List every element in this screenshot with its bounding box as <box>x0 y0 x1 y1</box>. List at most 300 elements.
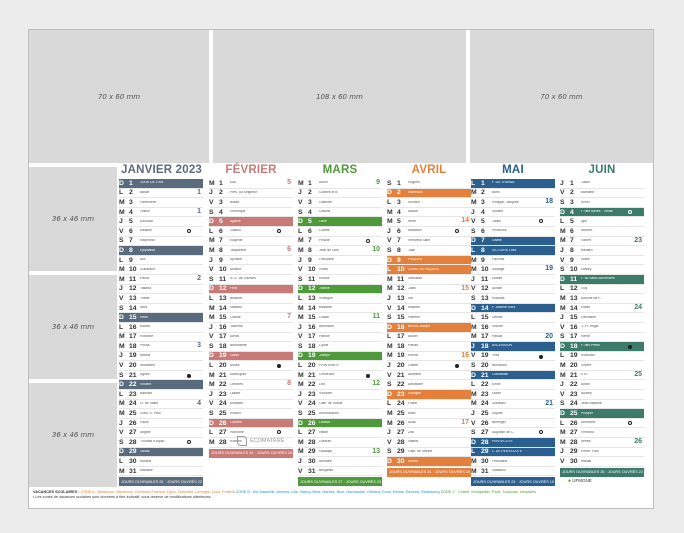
day-row <box>119 246 203 256</box>
day-letter: S <box>298 410 303 418</box>
day-row <box>471 275 555 285</box>
saint-name: Irène <box>408 219 416 223</box>
week-number: 16 <box>461 351 469 359</box>
day-letter: M <box>119 275 125 283</box>
day-row <box>209 352 293 362</box>
day-number: 14 <box>308 304 316 312</box>
day-number: 14 <box>129 304 137 312</box>
day-row <box>119 428 203 438</box>
day-letter: D <box>119 246 124 254</box>
day-letter: M <box>298 438 304 446</box>
day-letter: M <box>387 410 393 418</box>
day-number: 18 <box>481 342 489 350</box>
day-number: 23 <box>129 390 137 398</box>
day-row <box>209 390 293 400</box>
day-number: 9 <box>129 256 133 264</box>
day-row <box>560 294 644 304</box>
week-number: 15 <box>461 284 469 292</box>
day-row <box>298 304 382 314</box>
saint-name: Colette <box>319 229 330 233</box>
saint-name: Guénolé <box>319 200 332 204</box>
day-row <box>387 198 471 208</box>
day-number: 1 <box>129 179 133 187</box>
saint-name: Silvère <box>581 363 592 367</box>
day-number: 2 <box>219 189 223 197</box>
day-letter: M <box>471 323 477 331</box>
day-letter: D <box>560 342 565 350</box>
saint-name: Basile <box>140 190 150 194</box>
day-number: 24 <box>397 400 405 408</box>
day-number: 8 <box>308 246 312 254</box>
saint-name: Modeste <box>230 402 244 406</box>
day-letter: D <box>387 390 392 398</box>
day-letter: L <box>209 294 214 302</box>
day-number: 24 <box>129 400 137 408</box>
day-row <box>471 438 555 448</box>
day-row <box>119 179 203 189</box>
day-row <box>298 323 382 333</box>
day-row <box>471 198 555 208</box>
saint-name: Paulin <box>140 277 150 281</box>
day-letter: V <box>387 304 392 312</box>
day-number: 27 <box>481 429 489 437</box>
day-row <box>119 352 203 362</box>
day-number: 8 <box>570 246 574 254</box>
saint-name: Prudence <box>492 229 507 233</box>
day-letter: D <box>387 189 392 197</box>
day-letter: M <box>387 342 393 350</box>
day-letter: D <box>209 285 214 293</box>
saint-name: Félicité <box>319 238 330 242</box>
day-number: 2 <box>570 189 574 197</box>
day-number: 20 <box>481 362 489 370</box>
day-row <box>119 189 203 199</box>
day-letter: M <box>298 237 304 245</box>
week-number: 17 <box>461 418 469 426</box>
day-letter: J <box>209 189 213 197</box>
day-letter: M <box>387 275 393 283</box>
day-row <box>119 265 203 275</box>
day-row <box>119 208 203 218</box>
day-row <box>298 198 382 208</box>
saint-name: Olive <box>319 219 327 223</box>
day-number: 10 <box>397 266 405 274</box>
saint-name: Martial <box>581 459 592 463</box>
day-number: 26 <box>129 419 137 427</box>
day-row <box>209 237 293 247</box>
day-letter: M <box>119 410 125 418</box>
week-number: 13 <box>372 447 380 455</box>
day-letter: M <box>471 266 477 274</box>
saint-name: Diane <box>581 258 590 262</box>
day-row <box>209 265 293 275</box>
day-row <box>387 409 471 419</box>
day-number: 25 <box>570 410 578 418</box>
photo-placeholder-top-right <box>470 30 653 163</box>
day-letter: D <box>298 419 303 427</box>
day-number: 25 <box>129 410 137 418</box>
saint-name: Ella <box>230 181 236 185</box>
day-number: 19 <box>308 352 316 360</box>
day-row <box>471 304 555 314</box>
photo-placeholder-side-1 <box>29 167 117 271</box>
day-letter: M <box>298 246 304 254</box>
day-number: 28 <box>219 438 227 446</box>
day-number: 25 <box>308 410 316 418</box>
day-row <box>560 313 644 323</box>
day-number: 11 <box>481 275 489 283</box>
day-number: 28 <box>570 438 578 446</box>
saint-name: Robert <box>408 459 419 463</box>
day-row <box>209 333 293 343</box>
day-row <box>387 323 471 333</box>
saint-name: PÂQUES <box>408 258 423 262</box>
day-row <box>209 208 293 218</box>
saint-name: Véronique <box>230 210 246 214</box>
day-letter: L <box>209 429 214 437</box>
day-letter: M <box>119 266 125 274</box>
day-number: 18 <box>308 342 316 350</box>
day-row <box>471 448 555 458</box>
saint-name: Vendredi Saint <box>408 238 431 242</box>
saint-name: Constantin <box>492 373 509 377</box>
day-letter: J <box>471 275 475 283</box>
day-number: 28 <box>308 438 316 446</box>
day-letter: L <box>471 448 476 456</box>
day-number: 14 <box>397 304 405 312</box>
day-row <box>119 400 203 410</box>
saint-name: Léa <box>319 382 325 386</box>
full-moon-icon <box>455 364 459 368</box>
week-number: 4 <box>197 399 201 407</box>
legend-zone-b: ZONE B : Aix-Marseille, Amiens, Lille, Nancy-Metz, Nantes, Nice, Normandie, Orléans-Tours, Reims, Rennes, Strasbourg <box>235 490 440 494</box>
day-row <box>119 409 203 419</box>
day-row <box>119 419 203 429</box>
day-row <box>471 371 555 381</box>
day-row <box>209 217 293 227</box>
saint-name: Gildas <box>140 450 150 454</box>
day-row <box>560 390 644 400</box>
day-letter: D <box>387 323 392 331</box>
leaf-icon: ♣ <box>568 478 571 483</box>
day-number: 30 <box>308 458 316 466</box>
day-letter: S <box>387 179 392 187</box>
day-letter: J <box>560 381 564 389</box>
week-number: 21 <box>545 399 553 407</box>
day-number: 1 <box>219 179 223 187</box>
day-row <box>387 333 471 343</box>
day-row <box>209 409 293 419</box>
day-row <box>387 208 471 218</box>
logo-text: ECOMATERE <box>250 438 285 444</box>
day-row <box>471 256 555 266</box>
day-letter: S <box>387 448 392 456</box>
saint-name: Elisée <box>581 306 591 310</box>
day-row <box>119 275 203 285</box>
day-row <box>209 179 293 189</box>
day-letter: V <box>560 458 565 466</box>
month-title: MARS <box>322 164 358 176</box>
saint-name: Marius <box>140 354 151 358</box>
day-letter: M <box>387 419 393 427</box>
day-letter: S <box>298 275 303 283</box>
day-row <box>471 457 555 467</box>
day-number: 13 <box>129 294 137 302</box>
day-letter: M <box>471 467 477 475</box>
day-number: 17 <box>308 333 316 341</box>
day-letter: V <box>471 218 476 226</box>
day-letter: L <box>119 390 124 398</box>
day-number: 6 <box>481 227 485 235</box>
saint-name: Honorine <box>230 430 244 434</box>
day-number: 11 <box>219 275 227 283</box>
day-number: 1 <box>397 179 401 187</box>
working-days-footer: JOURS OUVRABLES 24 · JOURS OUVRÉS 19 <box>387 468 471 477</box>
saint-name: Isidore <box>408 210 419 214</box>
day-row <box>560 409 644 419</box>
day-letter: J <box>119 285 123 293</box>
day-number: 19 <box>129 352 137 360</box>
day-row <box>298 294 382 304</box>
day-number: 22 <box>481 381 489 389</box>
day-letter: D <box>298 218 303 226</box>
day-row <box>387 275 471 285</box>
day-row <box>387 189 471 199</box>
day-number: 6 <box>570 227 574 235</box>
day-number: 30 <box>570 458 578 466</box>
day-number: 16 <box>481 323 489 331</box>
day-number: 18 <box>397 342 405 350</box>
day-row <box>471 265 555 275</box>
day-number: 18 <box>570 342 578 350</box>
day-letter: M <box>119 198 125 206</box>
saint-name: Pascal <box>492 334 503 338</box>
day-row <box>471 313 555 323</box>
day-letter: S <box>387 381 392 389</box>
saint-name: Igor <box>581 219 587 223</box>
legend-zone-a: ZONE A : Besançon, Bordeaux, Clermont-Ferrand, Dijon, Grenoble, Limoges, Lyon, Poitiers <box>80 490 235 494</box>
day-number: 29 <box>397 448 405 456</box>
day-row <box>119 313 203 323</box>
day-letter: D <box>119 448 124 456</box>
day-number: 23 <box>481 390 489 398</box>
saint-name: Martine <box>140 459 152 463</box>
day-number: 15 <box>129 314 137 322</box>
day-number: 24 <box>308 400 316 408</box>
day-number: 17 <box>481 333 489 341</box>
day-row <box>119 227 203 237</box>
day-number: 28 <box>397 438 405 446</box>
day-letter: D <box>119 314 124 322</box>
day-row <box>298 256 382 266</box>
day-letter: M <box>387 352 393 360</box>
day-number: 16 <box>570 323 578 331</box>
day-number: 3 <box>481 198 485 206</box>
day-letter: S <box>471 362 476 370</box>
day-row <box>387 285 471 295</box>
day-letter: M <box>471 189 477 197</box>
week-number: 19 <box>545 265 553 273</box>
day-row <box>209 380 293 390</box>
saint-name: PRINTEMPS <box>319 363 339 367</box>
saint-name: Louise <box>319 315 329 319</box>
saint-name: Bérenger <box>492 421 506 425</box>
saint-name: Ferdinand <box>492 459 508 463</box>
day-number: 20 <box>129 362 137 370</box>
day-letter: M <box>119 208 125 216</box>
day-row <box>560 438 644 448</box>
day-letter: L <box>209 227 214 235</box>
saint-name: Raymond <box>140 238 155 242</box>
day-row <box>298 448 382 458</box>
day-row <box>471 390 555 400</box>
day-number: 24 <box>570 400 578 408</box>
day-letter: M <box>298 314 304 322</box>
day-row <box>471 208 555 218</box>
day-letter: S <box>298 208 303 216</box>
day-row <box>560 198 644 208</box>
saint-name: Agnès <box>140 373 150 377</box>
day-number: 22 <box>570 381 578 389</box>
day-number: 3 <box>397 198 401 206</box>
saint-name: Victorien <box>319 392 333 396</box>
saint-name: Pierre, Paul <box>581 450 599 454</box>
saint-name: Françoise <box>319 258 334 262</box>
day-letter: M <box>387 218 393 226</box>
day-letter: M <box>119 333 125 341</box>
saint-name: Irénée <box>581 440 591 444</box>
day-letter: S <box>298 342 303 350</box>
saint-name: Boris <box>492 190 500 194</box>
day-row <box>298 467 382 477</box>
school-holidays-legend <box>33 490 651 500</box>
day-row <box>119 457 203 467</box>
day-number: 21 <box>308 371 316 379</box>
week-number: 23 <box>634 236 642 244</box>
day-row <box>209 371 293 381</box>
day-letter: L <box>471 246 476 254</box>
saint-name: Larissa <box>319 421 330 425</box>
day-number: 16 <box>308 323 316 331</box>
day-row <box>209 198 293 208</box>
saint-name: Gabin <box>230 354 240 358</box>
day-letter: V <box>387 438 392 446</box>
day-letter: S <box>209 410 214 418</box>
day-number: 16 <box>397 323 405 331</box>
day-row <box>560 217 644 227</box>
day-row <box>119 371 203 381</box>
day-number: 22 <box>308 381 316 389</box>
day-number: 7 <box>570 237 574 245</box>
month-mar <box>298 163 382 483</box>
day-letter: J <box>560 246 564 254</box>
saint-name: Fidèle <box>408 402 418 406</box>
month-may <box>471 163 555 483</box>
day-row <box>298 457 382 467</box>
full-moon-icon <box>277 364 281 368</box>
saint-name: Valérie <box>408 440 419 444</box>
day-letter: M <box>560 429 566 437</box>
day-row <box>387 265 471 275</box>
day-letter: M <box>471 400 477 408</box>
saint-name: Mélaine <box>140 229 152 233</box>
day-number: 20 <box>308 362 316 370</box>
saint-name: Alexandre <box>408 382 424 386</box>
day-number: 6 <box>219 227 223 235</box>
saint-name: Germaine <box>581 315 596 319</box>
legend-note: • Les zones de vacances scolaires sont données à titre indicatif, sous réserve de modifications ultérieures. <box>33 495 212 499</box>
saint-name: Joseph <box>319 354 330 358</box>
day-letter: L <box>119 323 124 331</box>
day-letter: S <box>119 371 124 379</box>
day-number: 15 <box>308 314 316 322</box>
day-number: 4 <box>308 208 312 216</box>
day-letter: M <box>119 400 125 408</box>
day-row <box>298 390 382 400</box>
saint-name: Hervé <box>581 334 591 338</box>
day-row <box>471 380 555 390</box>
saint-name: Valentin <box>230 306 243 310</box>
month-title: AVRIL <box>411 164 447 176</box>
day-letter: L <box>119 189 124 197</box>
saint-name: Estelle <box>492 277 503 281</box>
saint-name: Sébastien <box>140 363 156 367</box>
saint-name: Agathe <box>230 219 241 223</box>
day-row <box>209 275 293 285</box>
day-letter: L <box>471 381 476 389</box>
day-row <box>387 457 471 467</box>
day-row <box>298 438 382 448</box>
day-number: 29 <box>481 448 489 456</box>
saint-name: Gwladys <box>319 450 333 454</box>
day-letter: J <box>471 410 475 418</box>
day-number: 31 <box>308 467 316 475</box>
saint-name: Achille <box>492 286 502 290</box>
day-letter: M <box>209 314 215 322</box>
day-number: 10 <box>219 266 227 274</box>
day-letter: V <box>387 371 392 379</box>
day-number: 24 <box>481 400 489 408</box>
day-number: 24 <box>219 400 227 408</box>
saint-name: N.-D. de Lourdes <box>230 277 256 281</box>
day-number: 29 <box>308 448 316 456</box>
day-number: 10 <box>570 266 578 274</box>
day-number: 2 <box>308 189 312 197</box>
day-number: 20 <box>219 362 227 370</box>
day-letter: L <box>560 218 565 226</box>
day-number: 13 <box>570 294 578 302</box>
saint-name: L. DE PENTECÔTE <box>492 450 523 454</box>
day-letter: J <box>119 352 123 360</box>
day-letter: J <box>298 256 302 264</box>
day-row <box>387 352 471 362</box>
day-row <box>387 237 471 247</box>
day-letter: J <box>387 227 391 235</box>
saint-name: Eugénie <box>230 238 243 242</box>
day-letter: V <box>471 285 476 293</box>
day-letter: S <box>560 198 565 206</box>
day-row <box>471 419 555 429</box>
day-number: 11 <box>129 275 137 283</box>
saint-name: Bénédicte <box>319 325 335 329</box>
day-row <box>119 304 203 314</box>
full-moon-icon <box>628 345 632 349</box>
day-letter: V <box>471 352 476 360</box>
saint-name: Cath. de Sienne <box>408 450 433 454</box>
saint-name: Marcellin <box>408 229 422 233</box>
saint-name: Claude <box>230 315 241 319</box>
day-letter: M <box>209 304 215 312</box>
